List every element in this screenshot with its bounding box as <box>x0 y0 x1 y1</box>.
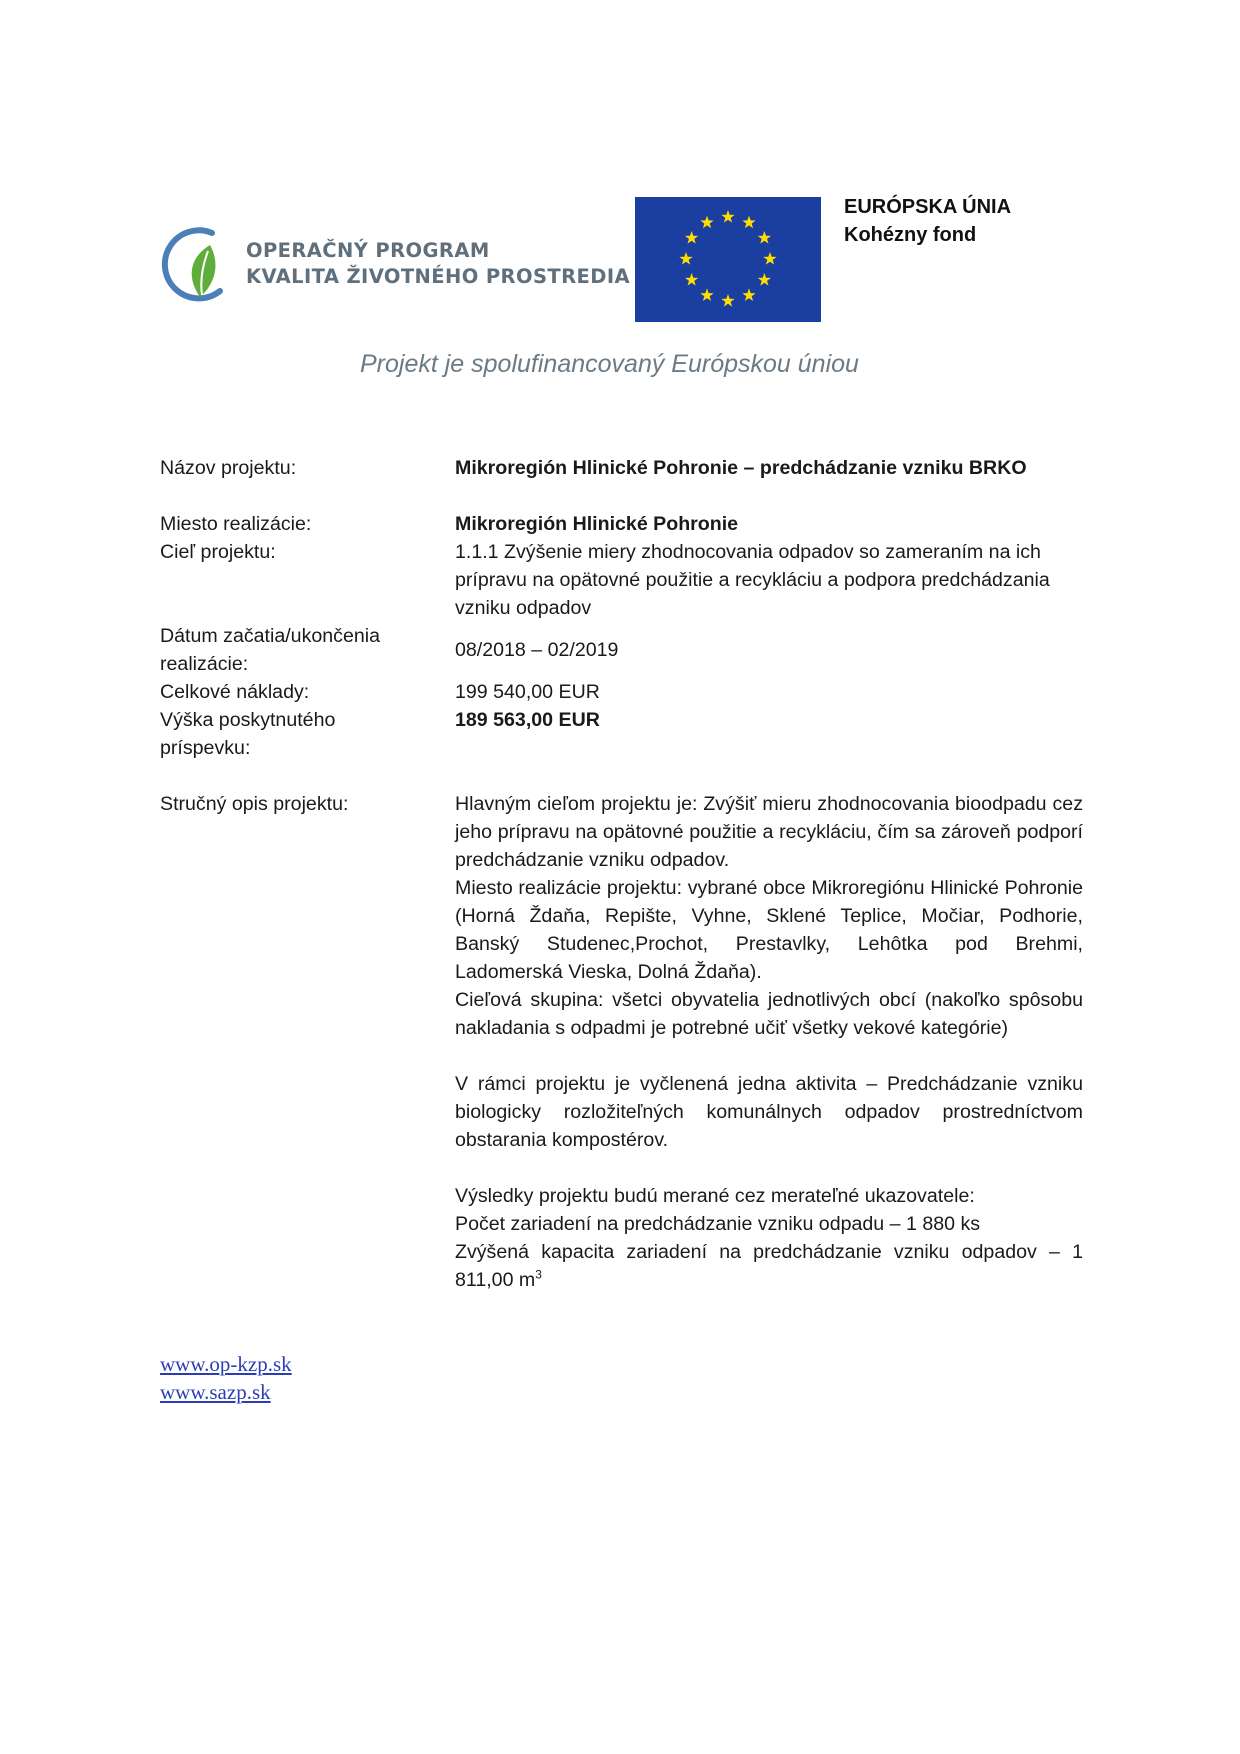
eu-star-icon <box>758 231 771 244</box>
description-paragraph-4: V rámci projektu je vyčlenená jedna aktivita – Predchádzanie vzniku biologicky rozložiteľných komunálnych odpadov prostredníctvom obstarania kompostérov. <box>455 1073 1083 1151</box>
eu-subtitle: Kohézny fond <box>844 224 977 246</box>
logo-line-1: OPERAČNÝ PROGRAM <box>246 239 490 262</box>
eu-star-icon <box>721 210 734 223</box>
op-kzp-logo <box>160 225 630 305</box>
result-item-2-text: Zvýšená kapacita zariadení na predchádzanie vzniku odpadov – 1 811,00 m <box>455 1241 1083 1291</box>
results-intro: Výsledky projektu budú merané cez merateľné ukazovatele: <box>455 1185 975 1207</box>
eu-flag-icon <box>635 197 821 322</box>
grant-value: 189 563,00 EUR <box>455 709 600 731</box>
description-paragraph-2: Miesto realizácie projektu: vybrané obce Mikroregiónu Hlinické Pohronie (Horná Ždaňa, Repište, Vyhne, Sklené Teplice, Močiar, Podhorie, Banský Studenec,Prochot, Prestavlky, Lehôtka pod Brehmi, Ladomerská Vieska, Dolná Ždaňa). <box>455 877 1083 983</box>
leaf-circle-icon <box>160 225 240 305</box>
eu-star-icon <box>700 216 713 229</box>
cost-value: 199 540,00 EUR <box>455 681 600 703</box>
description-label: Stručný opis projektu: <box>160 793 349 815</box>
date-label: Dátum začatia/ukončenia realizácie: <box>160 625 381 675</box>
eu-star-icon <box>700 288 713 301</box>
description-paragraph-3: Cieľová skupina: všetci obyvatelia jednotlivých obcí (nakoľko spôsobu nakladania s odpadmi je potrebné učiť všetky vekové kategórie) <box>455 989 1083 1039</box>
eu-star-icon <box>685 231 698 244</box>
eu-star-icon <box>742 216 755 229</box>
project-name-value: Mikroregión Hlinické Pohronie – predchádzanie vzniku BRKO <box>455 457 1027 479</box>
cost-label: Celkové náklady: <box>160 681 310 703</box>
eu-star-icon <box>742 288 755 301</box>
description-paragraph-1: Hlavným cieľom projektu je: Zvýšiť mieru zhodnocovania bioodpadu cez jeho prípravu na opätovné použitie a recykláciu, čím sa zároveň podporí predchádzanie vzniku odpadov. <box>455 793 1083 871</box>
project-name-label: Názov projektu: <box>160 457 297 479</box>
goal-value: 1.1.1 Zvýšenie miery zhodnocovania odpadov so zameraním na ich prípravu na opätovné použitie a recykláciu a podpora predchádzania vzniku odpadov <box>455 541 1050 619</box>
eu-star-icon <box>679 252 692 265</box>
result-item-1: Počet zariadení na predchádzanie vzniku odpadu – 1 880 ks <box>455 1213 981 1235</box>
cofinancing-tagline: Projekt je spolufinancovaný Európskou úniou <box>360 350 859 378</box>
eu-star-icon <box>758 273 771 286</box>
eu-star-icon <box>685 273 698 286</box>
place-value: Mikroregión Hlinické Pohronie <box>455 513 739 535</box>
place-label: Miesto realizácie: <box>160 513 312 535</box>
sazp-link[interactable]: www.sazp.sk <box>160 1380 271 1404</box>
logo-line-2: KVALITA ŽIVOTNÉHO PROSTREDIA <box>246 265 630 288</box>
eu-star-icon <box>763 252 776 265</box>
eu-title: EURÓPSKA ÚNIA <box>844 196 1012 218</box>
date-value: 08/2018 – 02/2019 <box>455 639 619 661</box>
result-item-2 <box>455 1238 1083 1294</box>
result-item-2-superscript: 3 <box>535 1267 542 1282</box>
goal-label: Cieľ projektu: <box>160 541 276 563</box>
grant-label: Výška poskytnutého príspevku: <box>160 709 336 759</box>
op-kzp-link[interactable]: www.op-kzp.sk <box>160 1352 292 1376</box>
eu-star-icon <box>721 294 734 307</box>
